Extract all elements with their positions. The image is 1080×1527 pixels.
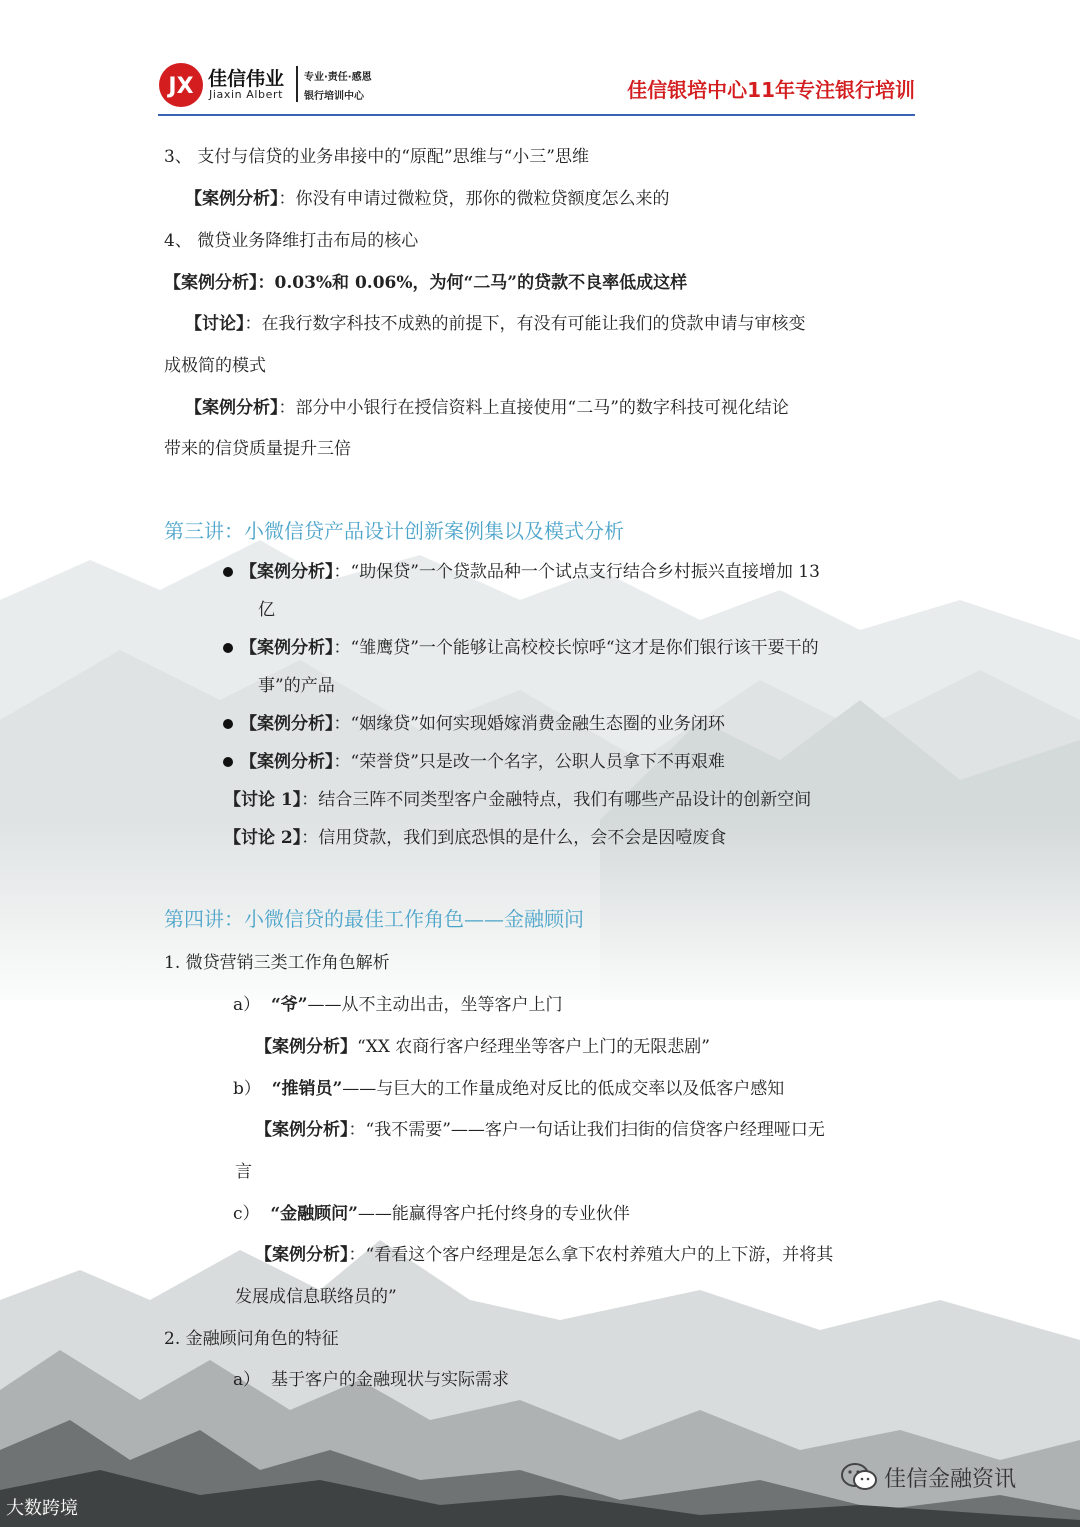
section-heading-4: 第四讲：小微信贷的最佳工作角色——金融顾问 (164, 907, 584, 931)
section-heading-3: 第三讲：小微信贷产品设计创新案例集以及模式分析 (164, 519, 624, 543)
discussion-line (185, 312, 806, 336)
logo-mark-text: JX (168, 74, 194, 99)
case-analysis-line (185, 187, 670, 211)
case-analysis-cont: 带来的信贷质量提升三倍 (164, 439, 351, 459)
sub-item-text: ——与巨大的工作量成绝对反比的低成交率以及低客户感知 (342, 1079, 785, 1099)
sub-item-text: ——能赢得客户托付终身的专业伙伴 (357, 1204, 630, 1224)
wechat-account-watermark: 佳信金融资讯 (884, 1467, 1017, 1492)
sub-item-label: c） (233, 1204, 260, 1224)
bullet-item (240, 560, 820, 584)
case-text: ：0.03%和 0.06%，为何“二马”的贷款不良率低成这样 (257, 273, 688, 293)
case-text: ：“看看这个客户经理是怎么拿下农村养殖大户的上下游，并将其 (348, 1245, 834, 1265)
corner-watermark: 大数跨境 (6, 1498, 78, 1519)
bullet-item-cont: 事”的产品 (258, 676, 335, 696)
logo-english-name: Jiaxin Albert (209, 88, 284, 101)
numbered-item-1: 1. 微贷营销三类工作角色解析 (164, 953, 390, 973)
sub-item-c (233, 1202, 630, 1226)
item-4: 4、 微贷业务降维打击布局的核心 (164, 231, 419, 251)
sub-item-text: ——从不主动出击，坐等客户上门 (307, 995, 563, 1015)
discussion-line-cont: 成极简的模式 (164, 356, 266, 376)
bullet-item (240, 750, 725, 774)
role-name: “爷” (270, 995, 308, 1015)
case-analysis-line (255, 1035, 710, 1059)
item-3: 3、 支付与信贷的业务串接中的“原配”思维与“小三”思维 (164, 147, 589, 167)
case-text: “XX 农商行客户经理坐等客户上门的无限悲剧” (357, 1037, 710, 1057)
bullet-item-cont: 亿 (258, 600, 275, 620)
case-analysis-cont: 言 (235, 1162, 252, 1182)
discussion-text: ：信用贷款，我们到底恐惧的是什么，会不会是因噎废食 (301, 828, 727, 848)
case-tag: 【案例分析】 (240, 752, 334, 772)
logo-divider (296, 66, 298, 102)
role-name: “推销员” (271, 1079, 343, 1099)
logo-slogan-1: 专业·责任·感恩 (304, 72, 372, 83)
bullet-item (240, 636, 819, 660)
bullet-dot (223, 643, 233, 653)
sub-item-2a (233, 1368, 509, 1392)
page-header (158, 60, 915, 118)
case-tag: 【案例分析】 (255, 1120, 349, 1140)
jx-logo-icon (158, 62, 204, 108)
discussion-tag: 【讨论 1】 (224, 790, 302, 810)
bullet-dot (223, 719, 233, 729)
case-analysis-line (185, 396, 789, 420)
header-title: 佳信银培中心11年专注银行培训 (627, 78, 915, 102)
numbered-item-2: 2. 金融顾问角色的特征 (164, 1329, 339, 1349)
discussion-text: ：在我行数字科技不成熟的前提下，有没有可能让我们的贷款申请与审核变 (244, 314, 806, 334)
sub-item-label: b） (233, 1079, 261, 1099)
case-tag: 【案例分析】 (240, 714, 334, 734)
case-tag: 【案例分析】 (240, 638, 334, 658)
bullet-item (240, 712, 725, 736)
sub-item-a (233, 993, 563, 1017)
case-analysis-line (255, 1243, 833, 1267)
case-text: ：“姻缘贷”如何实现婚嫁消费金融生态圈的业务闭环 (333, 714, 725, 734)
wechat-icon (840, 1462, 878, 1492)
case-tag: 【案例分析】 (164, 273, 258, 293)
case-text: ：“助保贷”一个贷款品种一个试点支行结合乡村振兴直接增加 13 (333, 562, 820, 582)
case-analysis-cont: 发展成信息联络员的” (235, 1287, 397, 1307)
case-tag: 【案例分析】 (255, 1245, 349, 1265)
case-tag: 【案例分析】 (185, 189, 279, 209)
case-text: ：“我不需要”——客户一句话让我们扫街的信贷客户经理哑口无 (348, 1120, 825, 1140)
case-analysis-line (164, 271, 687, 295)
bullet-dot (223, 567, 233, 577)
sub-item-b (233, 1077, 784, 1101)
case-tag: 【案例分析】 (255, 1037, 357, 1057)
sub-item-label: a） (233, 1370, 261, 1390)
case-text: ：“雏鹰贷”一个能够让高校校长惊呼“这才是你们银行该干要干的 (333, 638, 819, 658)
discussion-line (224, 826, 726, 850)
sub-item-label: a） (233, 995, 261, 1015)
discussion-tag: 【讨论 2】 (224, 828, 302, 848)
logo-name: 佳信伟业 (208, 68, 285, 90)
case-text: ：部分中小银行在授信资料上直接使用“二马”的数字科技可视化结论 (278, 398, 789, 418)
case-text: ：你没有申请过微粒贷，那你的微粒贷额度怎么来的 (278, 189, 670, 209)
bullet-dot (223, 757, 233, 767)
logo-slogan-2: 银行培训中心 (304, 91, 364, 102)
case-analysis-line (255, 1118, 825, 1142)
sub-item-text: 基于客户的金融现状与实际需求 (270, 1370, 509, 1390)
case-text: ：“荣誉贷”只是改一个名字，公职人员拿下不再艰难 (333, 752, 725, 772)
role-name: “金融顾问” (270, 1204, 358, 1224)
header-rule (158, 114, 915, 116)
discussion-text: ：结合三阵不同类型客户金融特点，我们有哪些产品设计的创新空间 (301, 790, 812, 810)
case-tag: 【案例分析】 (185, 398, 279, 418)
discussion-tag: 【讨论】 (185, 314, 245, 334)
case-tag: 【案例分析】 (240, 562, 334, 582)
discussion-line (224, 788, 811, 812)
